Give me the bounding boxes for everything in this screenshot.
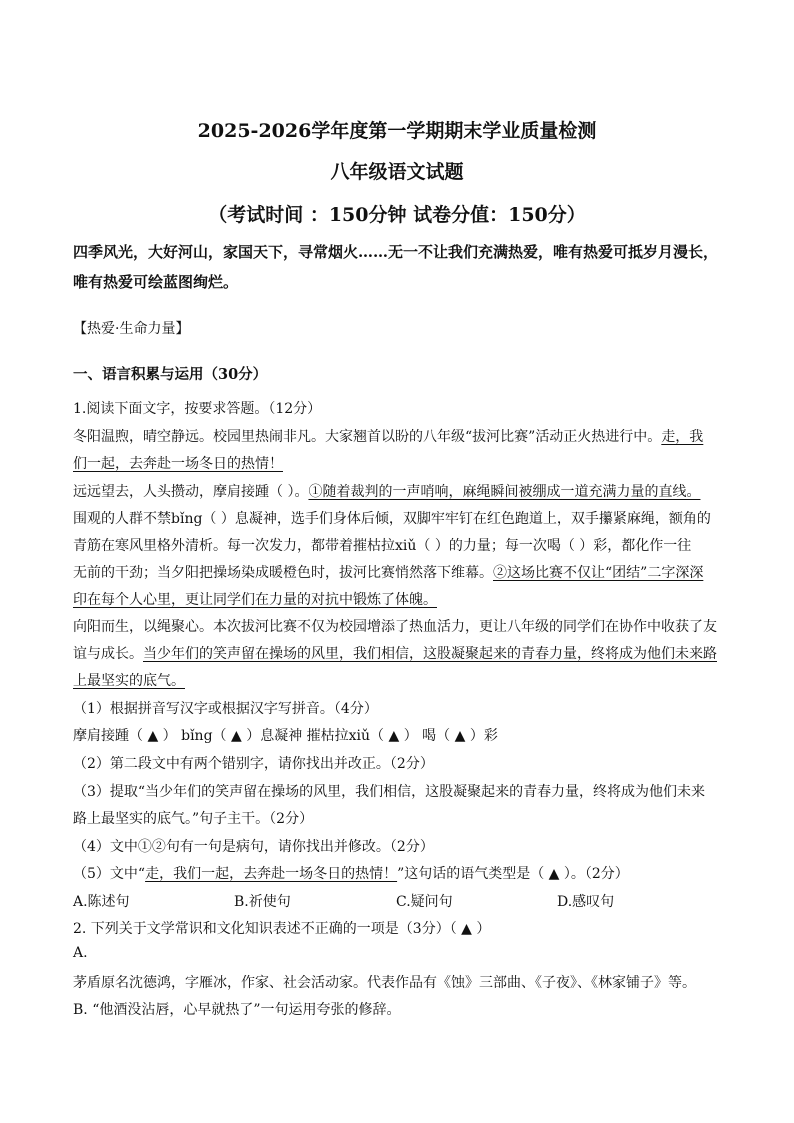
passage-text: 远远望去，人头攒动，摩肩接踵（ ）。 [73, 484, 309, 500]
underlined-text: 走，我 [661, 429, 704, 445]
sub-question-1-items: 摩肩接踵（ ▲ ） bǐng（ ▲ ）息凝神 摧枯拉xiǔ（ ▲ ） 喝（ ▲ ）彩 [73, 728, 498, 744]
sentence-1: ①随着裁判的一声哨响，麻绳瞬间被绷成一道充满力量的直线。 [308, 484, 701, 500]
sub-question-3-cont: 路上最坚实的底气。”句子主干。（2分） [73, 811, 314, 827]
theme-heading: 【热爱·生命力量】 [73, 321, 190, 337]
option-b: B.祈使句 [234, 894, 291, 910]
option-a: A.陈述句 [73, 894, 130, 910]
passage-line: 青筋在寒风里格外清析。每一次发力，都带着摧枯拉xiǔ（ ）的力量；每一次喝（ ）彩，都化作一往 [73, 538, 692, 554]
sub-question-4: （4）文中①②句有一句是病句，请你找出并修改。（2分） [73, 839, 434, 855]
passage-line [73, 562, 703, 582]
underlined-text: 上最坚实的底气。 [73, 673, 185, 689]
passage-line [73, 481, 700, 501]
passage-line: 向阳而生，以绳聚心。本次拔河比赛不仅为校园增添了热血活力，更让八年级的同学们在协作中收获了友 [73, 619, 717, 635]
sentence-2-cont: 印在每个人心里，更让同学们在力量的对抗中锻炼了体魄。 [73, 592, 437, 608]
exam-info: （考试时间 ：150分钟 试卷分值：150分） [208, 204, 586, 226]
q2-option-a-label: A. [73, 945, 88, 961]
underlined-text: 当少年们的笑声留在操场的风里，我们相信，这股凝聚起来的青春力量，终将成为他们未来路 [143, 646, 717, 662]
sub-question-5-text: （5）文中“ [73, 866, 146, 882]
option-c: C.疑问句 [396, 894, 453, 910]
sub-question-5-text: ”这句话的语气类型是（ ▲ ）。（2分） [397, 866, 629, 882]
passage-text: 冬阳温煦，晴空静远。校园里热闹非凡。大家翘首以盼的八年级“拔河比赛”活动正火热进行中。 [73, 429, 662, 445]
passage-text: 谊与成长。 [73, 646, 143, 662]
passage-line [73, 453, 283, 473]
sub-question-1: （1）根据拼音写汉字或根据汉字写拼音。（4分） [73, 701, 378, 717]
exam-subtitle: 八年级语文试题 [330, 161, 464, 183]
sentence-2: ②这场比赛不仅让“团结”二字深深 [493, 565, 704, 581]
sub-question-3: （3）提取“当少年们的笑声留在操场的风里，我们相信，这股凝聚起来的青春力量，终将成为他们未来 [73, 784, 706, 800]
passage-line [73, 426, 703, 446]
passage-line [73, 643, 717, 663]
section-heading: 一、语言积累与运用（30分） [73, 366, 268, 383]
passage-line: 围观的人群不禁bǐng（ ）息凝神，选手们身体后倾，双脚牢牢钉在红色跑道上，双手攥紧麻绳，额角的 [73, 511, 711, 527]
q2-option-a: 茅盾原名沈德鸿，字雁冰，作家、社会活动家。代表作品有《蚀》三部曲、《子夜》、《林家铺子》等。 [73, 975, 696, 991]
intro-paragraph: 四季风光，大好河山，家国天下，寻常烟火……无一不让我们充满热爱，唯有热爱可抵岁月漫长，唯有热爱可绘蓝图绚烂。 [73, 243, 719, 291]
sub-question-5 [73, 863, 629, 883]
option-d: D.感叹句 [557, 894, 615, 910]
quoted-sentence: 走，我们一起，去奔赴一场冬日的热情！ [145, 866, 398, 882]
q1-stem: 1.阅读下面文字，按要求答题。（12分） [73, 401, 322, 417]
passage-line [73, 670, 185, 690]
q2-stem: 2. 下列关于文学常识和文化知识表述不正确的一项是（3分）（ ▲ ） [73, 921, 491, 937]
sub-question-2: （2）第二段文中有两个错别字，请你找出并改正。（2分） [73, 756, 434, 772]
underlined-text: 们一起，去奔赴一场冬日的热情！ [73, 456, 283, 472]
q2-option-b: B. “他酒没沾唇，心早就热了”一句运用夸张的修辞。 [73, 1002, 401, 1018]
passage-line [73, 589, 437, 609]
exam-title: 2025-2026学年度第一学期期末学业质量检测 [197, 120, 597, 142]
passage-text: 无前的干劲；当夕阳把操场染成暖橙色时，拔河比赛悄然落下维幕。 [73, 565, 493, 581]
